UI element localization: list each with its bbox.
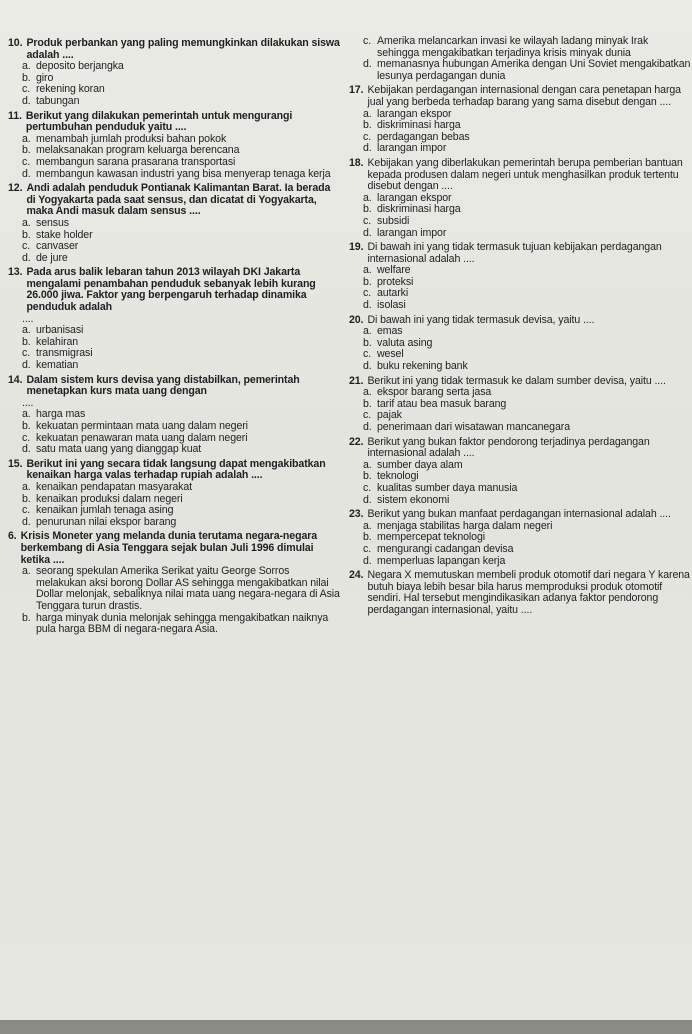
question-header (8, 111, 341, 134)
option-letter: c. (363, 287, 372, 300)
option-letter: b. (22, 144, 31, 157)
option-letter: c. (363, 214, 372, 227)
option-letter: b. (22, 228, 31, 241)
question-item (349, 158, 692, 239)
option-letter: a. (22, 132, 31, 145)
answer-option (349, 228, 692, 240)
option-letter: d. (363, 299, 372, 312)
option-text: welfare (377, 264, 411, 277)
question-number: 6. (8, 530, 17, 543)
option-text: kematian (36, 359, 79, 372)
option-letter: d. (363, 421, 372, 433)
question-text: Berikut ini yang tidak termasuk ke dalam sumber devisa, yaitu .... (367, 374, 666, 387)
option-text: emas (377, 325, 403, 338)
option-letter: a. (363, 325, 372, 338)
option-text: mempercepat teknologi (377, 531, 486, 544)
question-header (349, 158, 692, 193)
question-item (349, 242, 692, 312)
option-text: kelahiran (36, 335, 79, 348)
question-header (349, 437, 692, 460)
option-letter: c. (363, 130, 372, 143)
answer-option (349, 59, 692, 82)
answer-option (8, 421, 341, 433)
right-question-column (349, 36, 692, 620)
option-letter: c. (363, 481, 372, 494)
question-number: 14. (8, 373, 23, 386)
answer-option (8, 169, 341, 181)
option-text: pajak (377, 409, 402, 422)
answer-option (8, 241, 341, 253)
option-text: transmigrasi (36, 347, 93, 360)
option-letter: a. (363, 519, 372, 532)
option-letter: c. (22, 83, 31, 96)
question-item (349, 570, 692, 616)
answer-option (349, 422, 692, 434)
option-text: Amerika melancarkan invasi ke wilayah ladang minyak Irak sehingga mengakibatkan terjadinya krisis minyak dunia (377, 35, 649, 59)
option-text: harga mas (36, 408, 86, 421)
question-text: Kebijakan perdagangan internasional dengan cara penetapan harga jual yang berbeda terhadap barang yang sama disebut dengan .... (367, 84, 681, 108)
option-text: menambah jumlah produksi bahan pokok (36, 132, 227, 145)
option-text: tabungan (36, 94, 80, 107)
question-text: Krisis Moneter yang melanda dunia terutama negara-negara berkembang di Asia Tenggara sejak bulan Juli 1996 dimulai ketika .... (20, 530, 318, 566)
option-letter: d. (22, 94, 31, 107)
question-text: Berikut ini yang secara tidak langsung dapat mengakibatkan kenaikan harga valas terhadap rupiah adalah .... (26, 457, 326, 482)
question-header (8, 375, 341, 398)
option-letter: c. (363, 348, 372, 361)
option-letter: d. (22, 167, 31, 180)
answer-option (8, 482, 341, 494)
option-letter: c. (22, 347, 31, 360)
answer-option (8, 505, 341, 517)
option-text: de jure (36, 251, 68, 264)
option-letter: c. (363, 542, 372, 555)
option-letter: b. (22, 611, 31, 624)
answer-option (8, 253, 341, 265)
question-number: 18. (349, 156, 364, 169)
option-text: tarif atau bea masuk barang (377, 397, 507, 410)
answer-option (349, 556, 692, 568)
question-number: 24. (349, 569, 364, 582)
option-letter: d. (363, 226, 372, 239)
question-number: 11. (8, 109, 22, 122)
question-number: 21. (349, 374, 364, 387)
option-text: diskriminasi harga (377, 203, 461, 216)
option-letter: a. (363, 386, 372, 399)
question-item (8, 459, 341, 529)
option-letter: b. (22, 420, 31, 432)
option-letter: a. (22, 408, 31, 421)
option-text: memanasnya hubungan Amerika dengan Uni Soviet mengakibatkan lesunya perdagangan dunia (377, 58, 691, 82)
question-item (349, 509, 692, 567)
page-bottom-edge (0, 1020, 692, 1034)
question-item (8, 183, 341, 264)
option-letter: a. (363, 264, 372, 277)
option-letter: d. (363, 493, 372, 506)
answer-option (349, 544, 692, 556)
option-text: sensus (36, 216, 69, 229)
question-header (8, 183, 341, 218)
option-text: buku rekening bank (377, 360, 468, 373)
option-letter: a. (363, 458, 372, 471)
option-text: harga minyak dunia melonjak sehingga mengakibatkan naiknya pula harga BBM di negara-negara Asia. (36, 611, 329, 636)
question-text: Pada arus balik lebaran tahun 2013 wilayah DKI Jakarta mengalami penambahan penduduk sebanyak lebih kurang 26.000 jiwa. Faktor yang berpengaruh terhadap dinamika penduduk adalah (26, 266, 316, 314)
question-continuation: .... (22, 312, 34, 325)
question-number: 17. (349, 84, 364, 97)
option-text: perdagangan bebas (377, 130, 470, 143)
question-text: Negara X memutuskan membeli produk otomotif dari negara Y karena butuh biaya lebih besar bila harus memproduksi produk otomotif sendiri. Hal tersebut mengindikasikan adanya faktor pendorong perdagangan internasional, yaitu .... (367, 569, 690, 616)
option-letter: d. (22, 359, 31, 372)
option-letter: c. (363, 35, 372, 47)
question-item (8, 267, 341, 371)
question-item (349, 85, 692, 155)
option-text: urbanisasi (36, 324, 84, 337)
option-letter: a. (363, 191, 372, 204)
question-header (349, 242, 692, 265)
option-text: sistem ekonomi (377, 493, 450, 506)
option-letter: d. (363, 58, 372, 71)
option-text: membangun sarana prasarana transportasi (36, 155, 236, 168)
answer-option (349, 216, 692, 228)
question-text: Di bawah ini yang tidak termasuk devisa, yaitu .... (367, 313, 595, 326)
option-text: satu mata uang yang dianggap kuat (36, 443, 202, 456)
option-text: penerimaan dari wisatawan mancanegara (377, 421, 570, 433)
option-letter: d. (22, 443, 31, 456)
option-letter: c. (22, 240, 31, 253)
question-text: Berikut yang dilakukan pemerintah untuk mengurangi pertumbuhan penduduk yaitu .... (25, 109, 293, 134)
option-text: kenaikan jumlah tenaga asing (36, 504, 174, 517)
option-text: kekuatan penawaran mata uang dalam negeri (36, 431, 248, 444)
question-number: 12. (8, 182, 23, 195)
option-text: teknologi (377, 470, 419, 483)
option-text: proteksi (377, 275, 414, 288)
option-letter: b. (363, 336, 372, 349)
answer-option (8, 360, 341, 372)
option-letter: a. (22, 216, 31, 229)
option-text: stake holder (36, 228, 93, 241)
question-text: Berikut yang bukan manfaat perdagangan internasional adalah .... (367, 508, 671, 521)
question-text: Andi adalah penduduk Pontianak Kalimantan Barat. Ia berada di Yogyakarta pada saat sensus, dan dicatat di Yogyakarta, maka Andi masuk dalam sensus .... (26, 182, 331, 218)
option-letter: c. (22, 504, 31, 517)
question-number: 22. (349, 435, 364, 448)
option-letter: b. (363, 275, 372, 288)
question-item (8, 531, 341, 635)
option-letter: d. (363, 554, 372, 567)
answer-option (8, 61, 341, 73)
question-header (8, 459, 341, 482)
answer-option (349, 120, 692, 132)
answer-option (8, 218, 341, 230)
question-number: 20. (349, 313, 364, 326)
option-letter: b. (363, 119, 372, 132)
answer-option (8, 157, 341, 169)
option-text: menjaga stabilitas harga dalam negeri (377, 519, 553, 532)
question-text: Berikut yang bukan faktor pendorong terjadinya perdagangan internasional adalah .... (367, 435, 650, 460)
answer-option (8, 96, 341, 108)
question-header (8, 531, 341, 566)
option-text: penurunan nilai ekspor barang (36, 515, 177, 528)
option-letter: a. (363, 107, 372, 120)
option-letter: d. (363, 142, 372, 155)
option-letter: b. (363, 531, 372, 544)
option-text: giro (36, 71, 54, 84)
option-text: mengurangi cadangan devisa (377, 542, 514, 555)
question-header (8, 267, 341, 313)
question-text: Di bawah ini yang tidak termasuk tujuan kebijakan perdagangan internasional adalah .... (367, 241, 662, 265)
option-text: melaksanakan program keluarga berencana (36, 144, 240, 157)
answer-option (8, 444, 341, 456)
option-text: kenaikan pendapatan masyarakat (36, 480, 193, 493)
option-text: kekuatan permintaan mata uang dalam negeri (36, 420, 248, 432)
question-header (349, 85, 692, 108)
answer-option (8, 613, 341, 636)
answer-option (349, 483, 692, 495)
option-text: larangan impor (377, 142, 447, 155)
option-letter: b. (363, 203, 372, 216)
question-number: 13. (8, 266, 23, 279)
option-letter: d. (22, 515, 31, 528)
question-item (8, 38, 341, 108)
answer-option (8, 566, 341, 612)
option-text: rekening koran (36, 83, 105, 96)
option-text: canvaser (36, 240, 79, 253)
option-text: subsidi (377, 214, 410, 227)
option-text: sumber daya alam (377, 458, 463, 471)
option-text: memperluas lapangan kerja (377, 554, 506, 567)
option-text: larangan impor (377, 226, 447, 239)
option-text: larangan ekspor (377, 191, 452, 204)
answer-option (349, 143, 692, 155)
option-text: autarki (377, 287, 409, 300)
question-item (349, 437, 692, 507)
question-number: 23. (349, 508, 364, 521)
question-number: 15. (8, 457, 23, 470)
answer-option (8, 517, 341, 529)
question-text: Produk perbankan yang paling memungkinkan dilakukan siswa adalah .... (26, 37, 340, 61)
option-letter: c. (22, 155, 31, 168)
option-text: valuta asing (377, 336, 433, 349)
option-text: ekspor barang serta jasa (377, 386, 492, 399)
answer-option (349, 36, 692, 59)
option-text: larangan ekspor (377, 107, 452, 120)
option-letter: b. (22, 492, 31, 505)
option-text: seorang spekulan Amerika Serikat yaitu George Sorros melakukan aksi borong Dollar AS sehingga mengakibatkan nilai Dollar melonjak, sebaliknya nilai mata uang negara-negara di Asia Tenggara turun drastis. (36, 565, 340, 612)
question-header (349, 570, 692, 616)
left-question-column (8, 38, 341, 639)
option-letter: b. (363, 397, 372, 410)
answer-option (349, 361, 692, 373)
question-header (8, 38, 341, 61)
question-item (349, 376, 692, 434)
option-letter: d. (363, 360, 372, 373)
question-item (8, 375, 341, 456)
question-continuation: .... (22, 396, 34, 409)
option-letter: c. (22, 431, 31, 444)
answer-option (349, 300, 692, 312)
option-letter: a. (22, 60, 31, 73)
option-text: diskriminasi harga (377, 119, 461, 132)
option-text: deposito berjangka (36, 60, 124, 73)
option-text: isolasi (377, 299, 406, 312)
question-item (8, 111, 341, 181)
option-letter: a. (22, 324, 31, 337)
question-item (349, 315, 692, 373)
option-letter: b. (22, 335, 31, 348)
question-number: 10. (8, 37, 23, 49)
option-letter: a. (22, 480, 31, 493)
option-letter: b. (22, 71, 31, 84)
option-letter: c. (363, 409, 372, 422)
question-number: 19. (349, 241, 364, 254)
question-text: Kebijakan yang diberlakukan pemerintah berupa pemberian bantuan kepada produsen dalam negeri untuk menghasilkan produk tertentu disebut dengan .... (367, 156, 683, 193)
question-item (349, 36, 692, 82)
option-text: wesel (377, 348, 404, 361)
option-letter: b. (363, 470, 372, 483)
option-text: membangun kawasan industri yang bisa menyerap tenaga kerja (36, 167, 331, 180)
question-header (349, 509, 692, 521)
option-text: kualitas sumber daya manusia (377, 481, 518, 494)
question-text: Dalam sistem kurs devisa yang distabilkan, pemerintah menetapkan kurs mata uang dengan (26, 373, 300, 398)
option-letter: a. (22, 565, 31, 578)
answer-option (349, 495, 692, 507)
option-text: kenaikan produksi dalam negeri (36, 492, 183, 505)
option-letter: d. (22, 251, 31, 264)
